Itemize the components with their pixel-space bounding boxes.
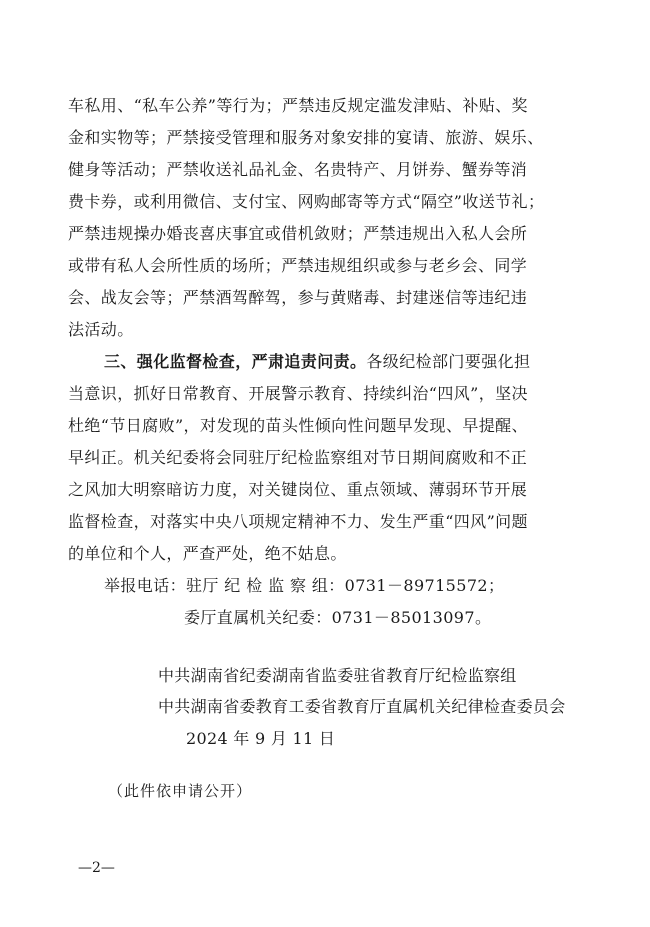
- section3-first-line: [104, 346, 530, 378]
- page-number: —2—: [78, 860, 115, 876]
- signature-date: 2024 年 9 月 11 日: [186, 729, 336, 748]
- report-phone-1: 驻厅 纪 检 监 察 组：0731－89715572；: [186, 576, 505, 595]
- report-phone-line-2: [184, 602, 491, 634]
- text-line: 法活动。: [68, 320, 134, 339]
- signature-org-1: 中共湖南省纪委湖南省监委驻省教育厅纪检监察组: [158, 666, 517, 685]
- text-line: 监督检查，对落实中央八项规定精神不力、发生严重“四风”问题: [68, 512, 528, 531]
- text-line: 或带有私人会所性质的场所；严禁违规组织或参与老乡会、同学: [68, 256, 528, 275]
- text-line: 的单位和个人，严查严处，绝不姑息。: [68, 544, 347, 563]
- signature-org-2: 中共湖南省委教育工委省教育厅直属机关纪律检查委员会: [158, 697, 566, 716]
- report-phone-line-1: [104, 570, 504, 602]
- report-phone-2: 委厅直属机关纪委：0731－85013097。: [184, 608, 492, 627]
- text-line: 费卡券，或利用微信、支付宝、网购邮寄等方式“隔空”收送节礼；: [68, 192, 545, 211]
- section3-heading: 三、强化监督检查，严肃追责问责。: [104, 352, 367, 371]
- text-line: 早纠正。机关纪委将会同驻厅纪检监察组对节日期间腐败和不正: [68, 448, 528, 467]
- text-line: 严禁违规操办婚丧喜庆事宜或借机敛财；严禁违规出入私人会所: [68, 224, 528, 243]
- text-line: 之风加大明察暗访力度，对关键岗位、重点领域、薄弱环节开展: [68, 480, 528, 499]
- report-label: 举报电话：: [104, 576, 187, 595]
- disclosure-note: （此件依申请公开）: [108, 782, 253, 800]
- text-line: 会、战友会等；严禁酒驾醉驾，参与黄赌毒、封建迷信等违纪违: [68, 288, 528, 307]
- text-line: 金和实物等；严禁接受管理和服务对象安排的宴请、旅游、娱乐、: [68, 128, 544, 147]
- text-line: 车私用、“私车公养”等行为；严禁违反规定滥发津贴、补贴、奖: [68, 96, 528, 115]
- text-line: 健身等活动；严禁收送礼品礼金、名贵特产、月饼券、蟹券等消: [68, 160, 528, 179]
- text-line: 杜绝“节日腐败”，对发现的苗头性倾向性问题早发现、早提醒、: [68, 416, 528, 435]
- section3-first-line-text: 各级纪检部门要强化担: [366, 352, 531, 371]
- text-line: 当意识，抓好日常教育、开展警示教育、持续纠治“四风”，坚决: [68, 384, 528, 403]
